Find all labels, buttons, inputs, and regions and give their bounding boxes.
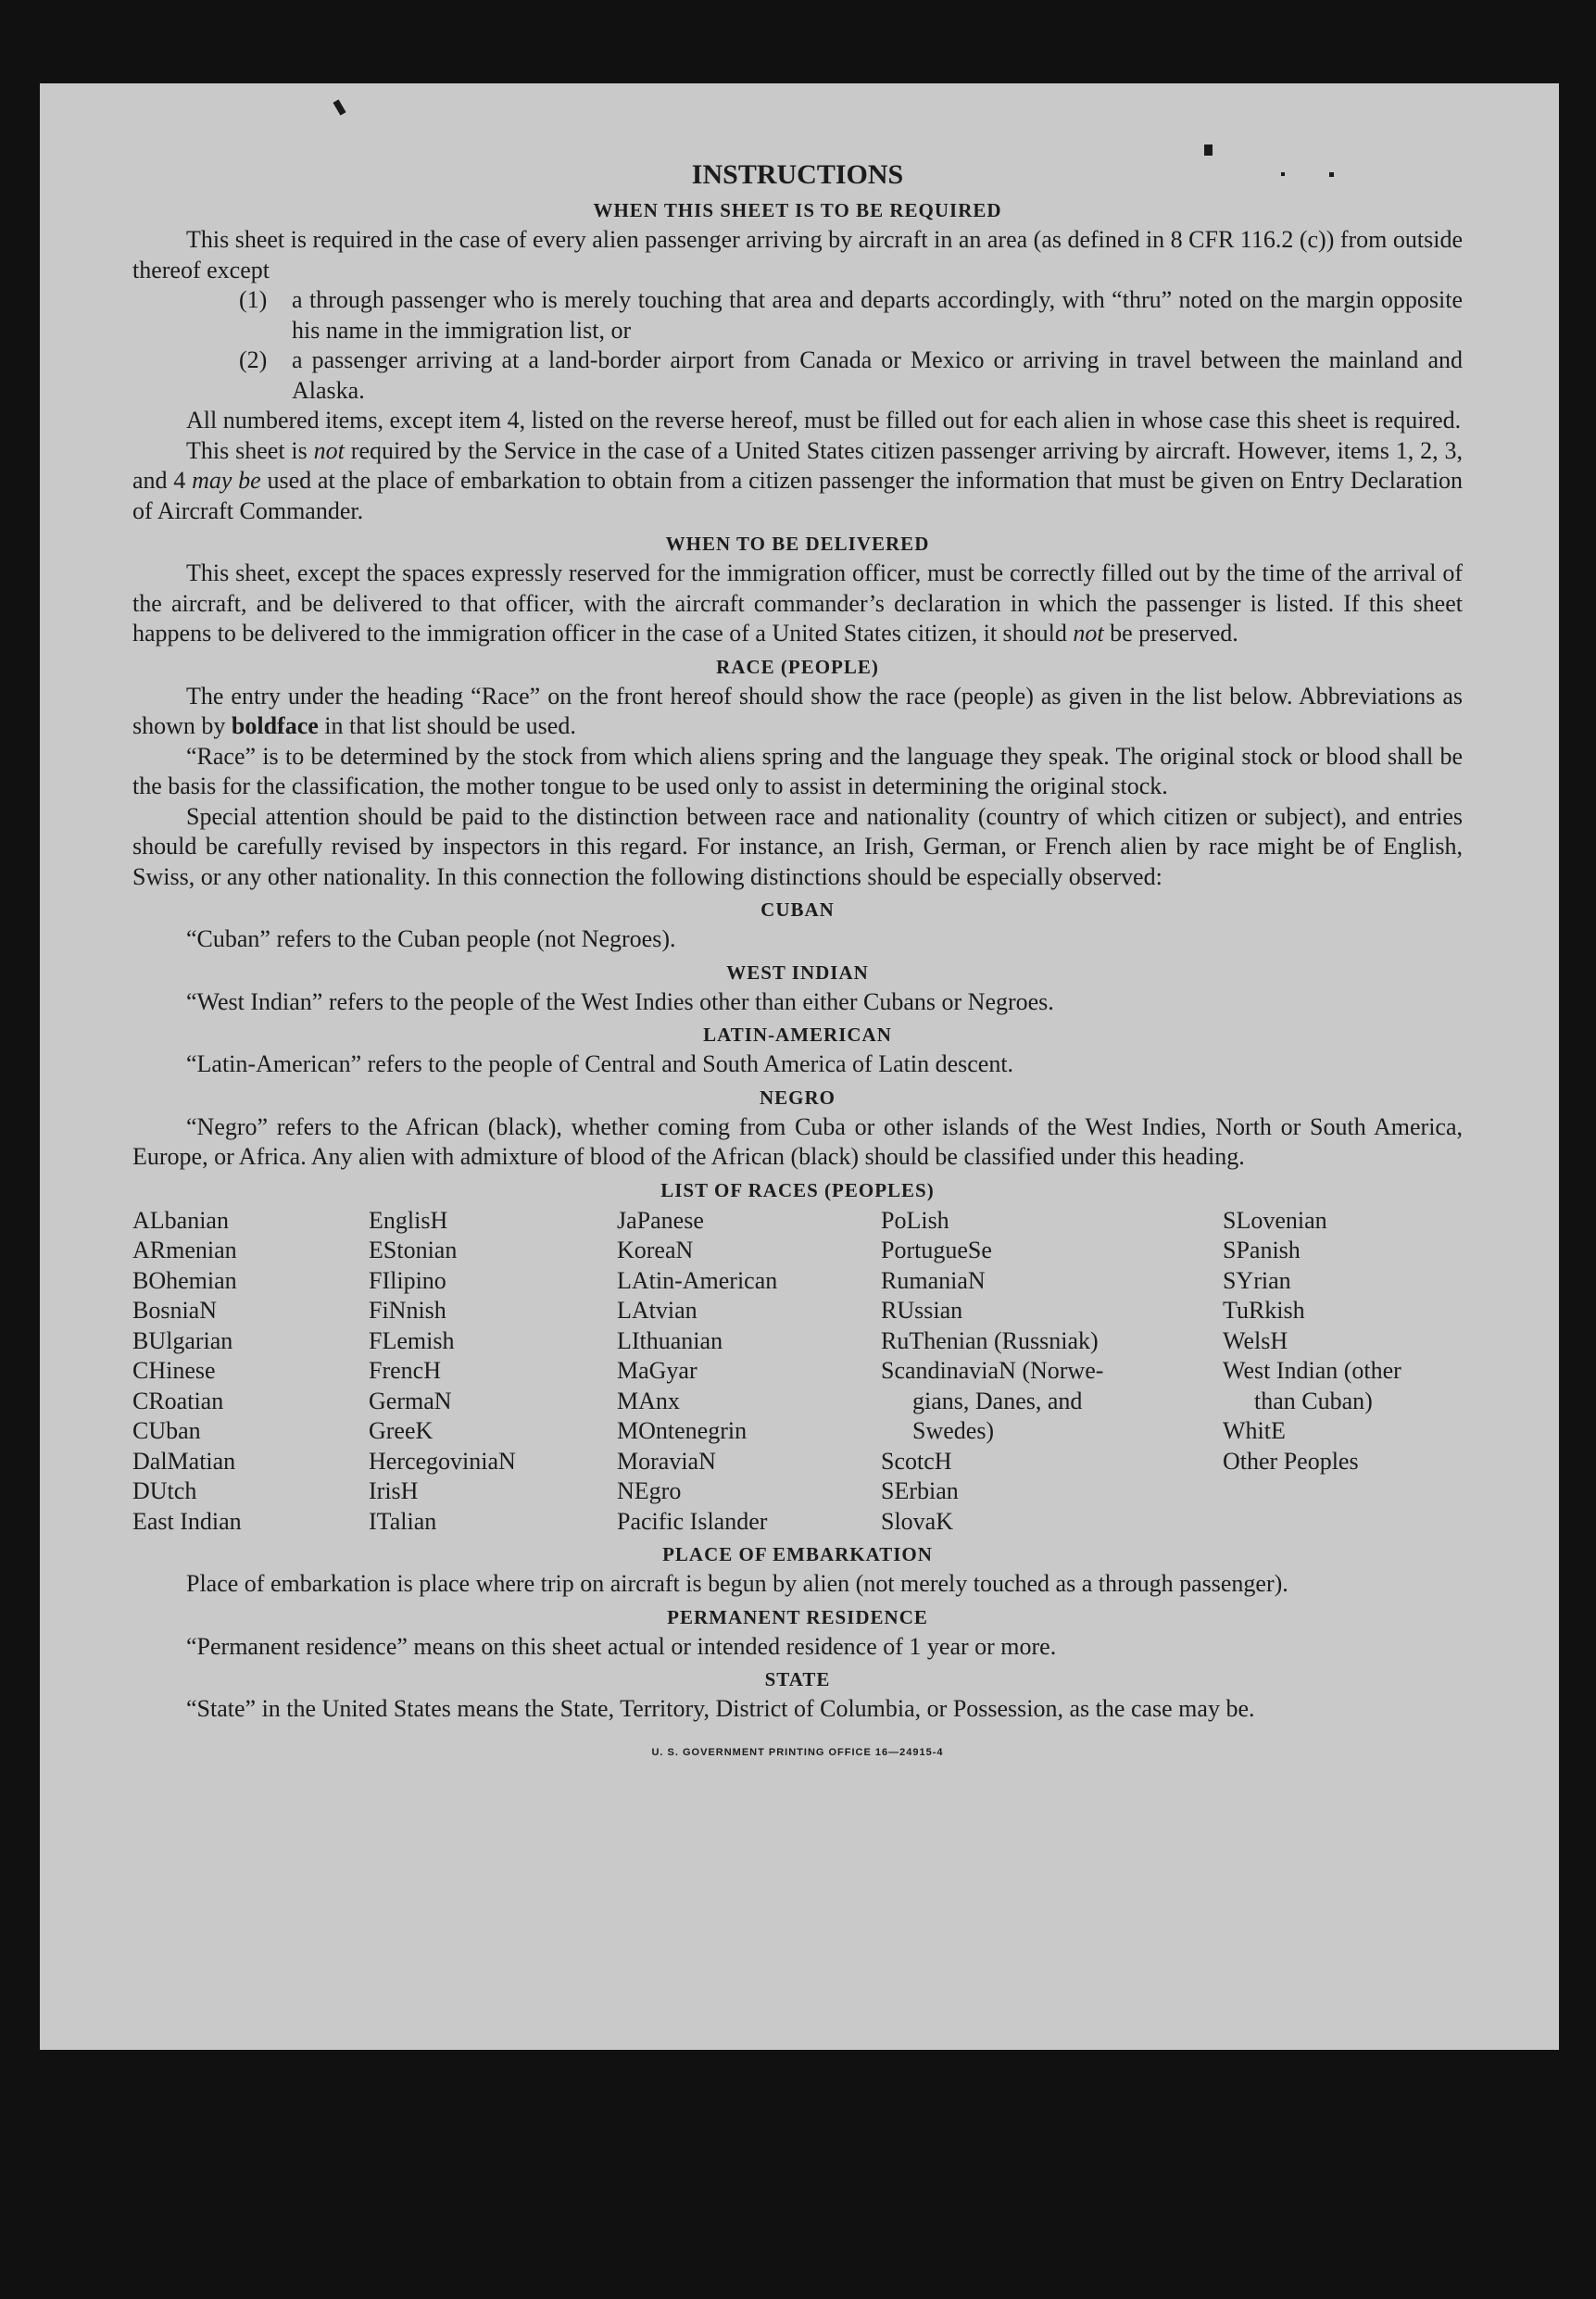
section-heading-negro: NEGRO [759,1086,836,1109]
race-entry: MAnx [617,1387,680,1414]
text-run: in that list should be used. [318,712,576,739]
section-heading-west-indian: WEST INDIAN [726,961,869,984]
section-heading-cuban: CUBAN [760,898,835,921]
races-column [132,1206,369,1538]
section-heading-state: STATE [764,1668,831,1690]
instructions-content [132,157,1463,1767]
race-entry: RumaniaN [881,1266,986,1294]
document-sheet [40,83,1559,2050]
race-entry: FIlipino [369,1266,446,1294]
section-heading-when-required: WHEN THIS SHEET IS TO BE REQUIRED [593,199,1002,221]
item-text: a through passenger who is merely touching that area and departs accordingly, with “thru” noted on the margin opposite his name in the immigration list, or [292,286,1463,344]
paragraph-cuban: “Cuban” refers to the Cuban people (not Negroes). [186,925,676,952]
paragraph-citizen [132,436,1463,527]
race-entry: RUssian [881,1297,963,1324]
race-entry: CHinese [132,1357,216,1384]
race-entry: CRoatian [132,1387,224,1414]
races-column [617,1206,881,1538]
race-entry: BosniaN [132,1297,217,1324]
paragraph-latin-american: “Latin-American” refers to the people of Central and South America of Latin descent. [186,1050,1014,1077]
paragraph-west-indian: “West Indian” refers to the people of the West Indies other than either Cubans or Negroes. [186,987,1054,1015]
race-entry: GermaN [369,1387,452,1414]
section-heading-latin-american: LATIN-AMERICAN [703,1024,892,1046]
races-list [132,1206,1463,1538]
section-heading-races-list: LIST OF RACES (PEOPLES) [660,1178,935,1201]
race-entry: SLovenian [1223,1206,1327,1234]
race-entry: IrisH [369,1477,419,1504]
text-run: used at the place of embarkation to obtain from a citizen passenger the information that must be given on Entry Declaration of Aircraft Commander. [132,467,1463,524]
paragraph-state: “State” in the United States means the State, Territory, District of Columbia, or Possession, as the case may be. [186,1695,1255,1722]
text-run: This sheet is [186,436,314,464]
exception-item [239,285,1463,345]
race-entry-continuation: than Cuban) [1254,1387,1373,1414]
race-entry: SYrian [1223,1266,1291,1294]
race-entry: LAtvian [617,1297,697,1324]
paragraph-delivery [132,559,1463,649]
race-entry: FLemish [369,1326,455,1354]
italic-text: not [313,436,345,464]
text-run: This sheet, except the spaces expressly reserved for the immigration officer, must be correctly filled out by the time of the arrival of the aircraft, and be delivered to that officer, with the aircraft commander’s declaration in which the passenger is listed. If this sheet happens to be delivered to the immigration officer in the case of a United States citizen, it should [132,559,1463,647]
page-title: INSTRUCTIONS [691,159,904,190]
text-run: required by the Service in the case of a United States citizen passenger arriving by aircraft. However, items 1, 2, 3, and 4 [132,436,1463,494]
race-entry: LAtin-American [617,1266,778,1294]
race-entry: DalMatian [132,1447,236,1475]
section-heading-embarkation: PLACE OF EMBARKATION [662,1543,933,1565]
race-entry: KoreaN [617,1237,694,1263]
race-entry-continuation: gians, Danes, and [912,1387,1083,1414]
race-entry: BOhemian [132,1266,237,1294]
race-entry-continuation: Swedes) [912,1417,995,1444]
race-entry: EStonian [369,1237,458,1263]
section-heading-when-delivered: WHEN TO BE DELIVERED [665,533,930,555]
race-entry: FiNnish [369,1297,446,1324]
race-entry: ALbanian [132,1206,229,1234]
paragraph-negro: “Negro” refers to the African (black), whether coming from Cuba or other islands of the West Indies, North or South America, Europe, or Africa. Any alien with admixture of blood of the African (black) should be classified under this heading. [132,1112,1463,1170]
paragraph-race-entry [132,682,1463,742]
race-entry: WhitE [1223,1417,1286,1444]
ink-speck [333,99,346,115]
paragraph-embarkation: Place of embarkation is place where trip on aircraft is begun by alien (not merely touched as a through passenger). [186,1570,1288,1597]
race-entry: ITalian [369,1507,437,1535]
item-number: (2) [239,346,268,373]
race-entry: EnglisH [369,1206,448,1234]
race-entry: West Indian (other [1223,1357,1401,1384]
race-entry: RuThenian (Russniak) [881,1326,1099,1354]
race-entry: DUtch [132,1477,197,1504]
races-column [881,1206,1223,1538]
race-entry: PortugueSe [881,1237,992,1263]
paragraph-required-intro: This sheet is required in the case of every alien passenger arriving by aircraft in an area (as defined in 8 CFR 116.2 (c)) from outside thereof except [132,226,1463,283]
race-entry: PoLish [881,1206,949,1234]
text-run: be preserved. [1103,620,1238,647]
paragraph-race-nationality: Special attention should be paid to the distinction between race and nationality (country of which citizen or subject), and entries should be carefully revised by inspectors in this regard. For instance, an Irish, German, or French alien by race might be of English, Swiss, or any other nationality. In this connection the following distinctions should be especially observed: [132,802,1463,890]
paragraph-residence: “Permanent residence” means on this sheet actual or intended residence of 1 year or more. [186,1632,1057,1660]
ink-speck [1204,144,1213,156]
race-entry: MOntenegrin [617,1417,748,1444]
race-entry: SErbian [881,1477,959,1504]
race-entry: BUlgarian [132,1326,233,1354]
printer-imprint: U. S. GOVERNMENT PRINTING OFFICE 16—24915-4 [651,1746,944,1758]
section-heading-residence: PERMANENT RESIDENCE [667,1605,928,1628]
race-entry: MaGyar [617,1357,697,1384]
race-entry: ScotcH [881,1447,952,1475]
exception-item [239,345,1463,406]
race-entry: NEgro [617,1477,682,1504]
races-column [1223,1206,1463,1538]
race-entry: LIthuanian [617,1326,723,1354]
race-entry: GreeK [369,1417,434,1444]
race-entry: SPanish [1223,1237,1301,1263]
race-entry: WelsH [1223,1326,1288,1354]
races-column [369,1206,617,1538]
race-entry: MoraviaN [617,1447,716,1475]
race-entry: Other Peoples [1223,1447,1359,1475]
italic-text: may be [192,467,261,494]
race-entry: HercegoviniaN [369,1447,516,1475]
race-entry: ScandinaviaN (Norwe- [881,1357,1104,1384]
paragraph-numbered-items: All numbered items, except item 4, listed on the reverse hereof, must be filled out for each alien in whose case this sheet is required. [186,407,1462,433]
race-entry: CUban [132,1417,201,1444]
race-entry: Pacific Islander [617,1507,768,1535]
race-entry: JaPanese [617,1206,704,1234]
item-text: a passenger arriving at a land-border airport from Canada or Mexico or arriving in travel between the mainland and Alaska. [292,346,1463,404]
race-entry: SlovaK [881,1507,953,1535]
text-run: The entry under the heading “Race” on the front hereof should show the race (people) as given in the list below. Abbreviations as shown by [132,682,1463,739]
italic-text: not [1073,620,1104,647]
paragraph-race-definition: “Race” is to be determined by the stock from which aliens spring and the language they speak. The original stock or blood shall be the basis for the classification, the mother tongue to be used only to assist in determining the original stock. [132,742,1463,799]
race-entry: FrencH [369,1357,441,1384]
race-entry: ARmenian [132,1237,237,1263]
race-entry: TuRkish [1223,1297,1305,1324]
section-heading-race: RACE (PEOPLE) [716,655,879,678]
race-entry: East Indian [132,1507,242,1535]
bold-text: boldface [231,712,319,739]
item-number: (1) [239,286,268,313]
